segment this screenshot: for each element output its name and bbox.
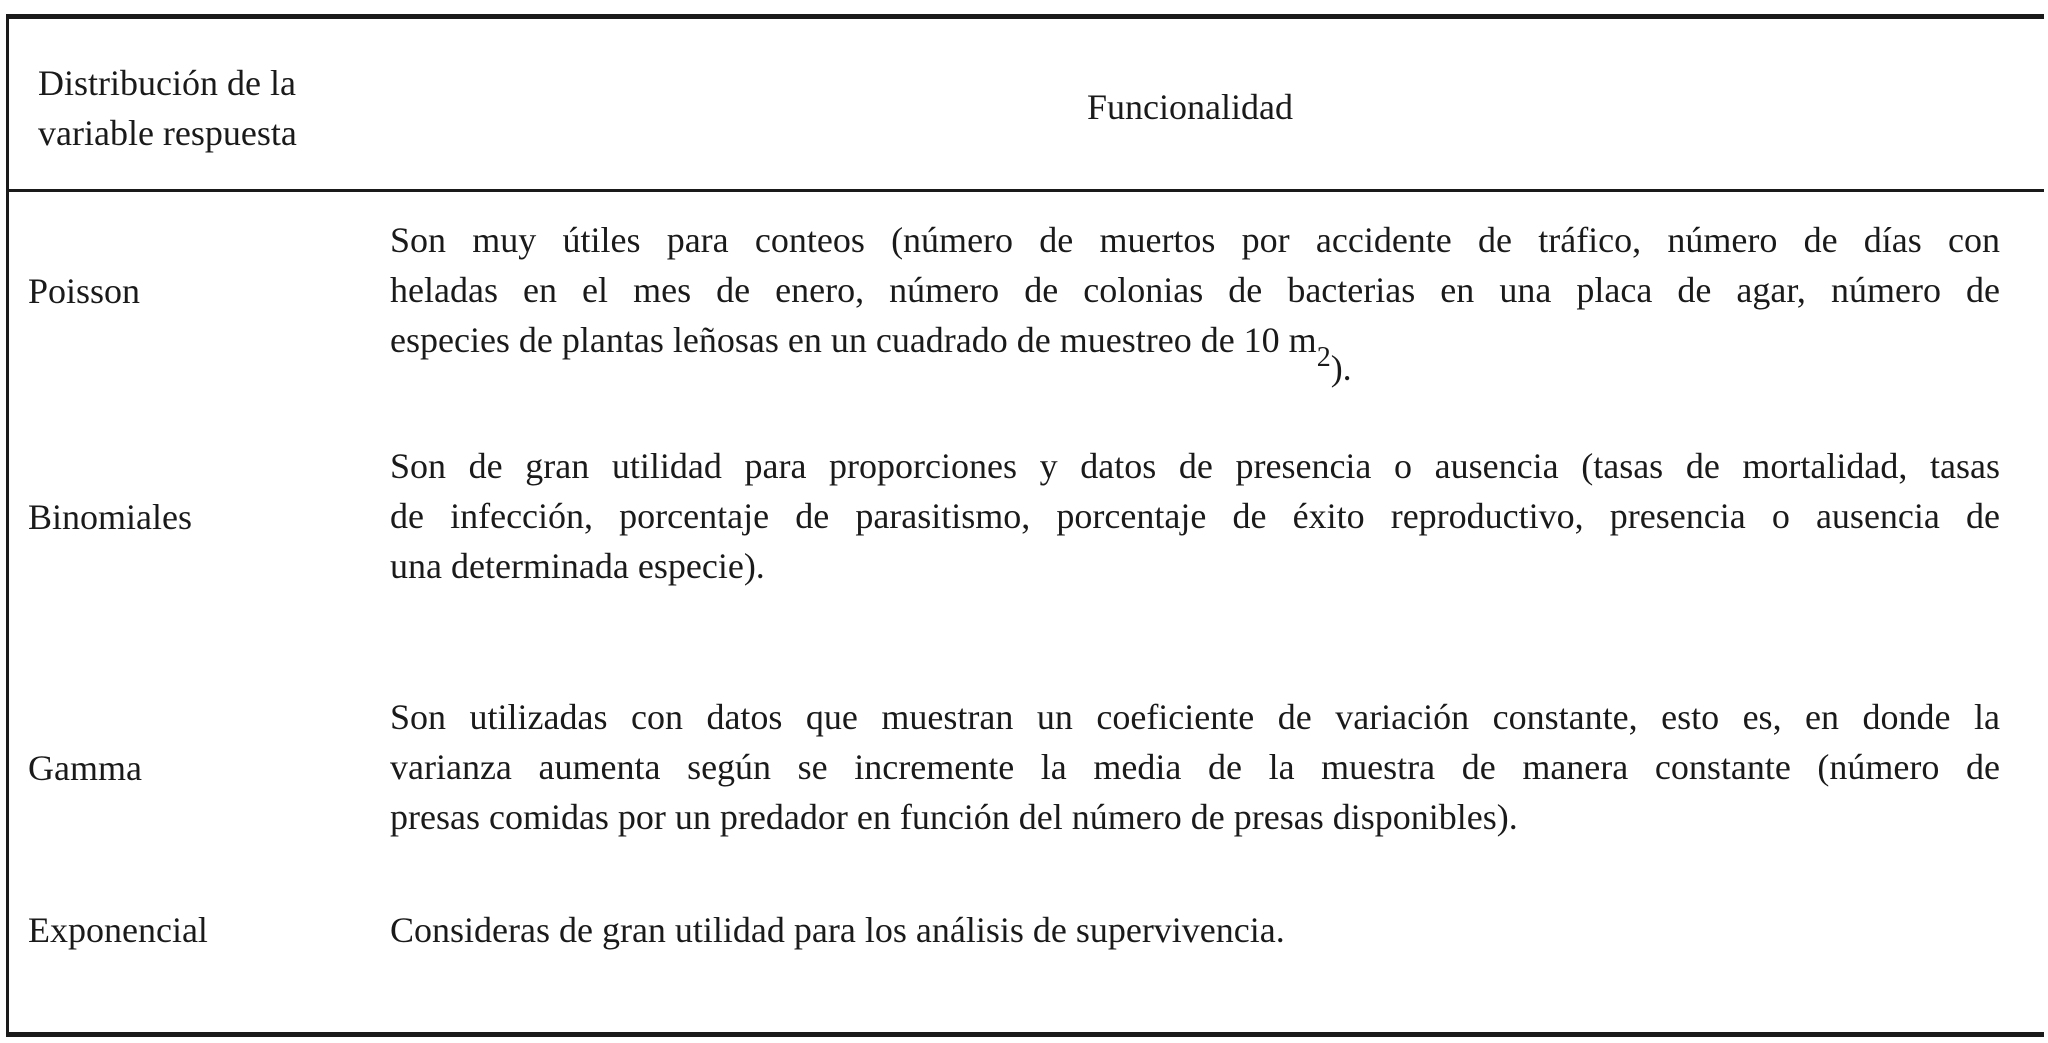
description-line: presas comidas por un predador en función del número de presas disponibles). [390, 797, 1518, 837]
description-line: Son de gran utilidad para proporciones y datos de presencia o ausencia (tasas de mortalidad, tasas [390, 446, 2000, 486]
row-label-gamma: Gamma [28, 748, 142, 788]
row-description-gamma [390, 692, 2000, 842]
description-line: una determinada especie). [390, 546, 765, 586]
description-line-text: especies de plantas leñosas en un cuadrado de muestreo de 10 m [390, 320, 1317, 360]
row-description-binomiales [390, 441, 2000, 591]
closing-text: ). [1330, 348, 1352, 388]
column-header-functionality: Funcionalidad [1087, 87, 1293, 127]
subscript-text: 2 [1316, 342, 1331, 373]
row-label-poisson: Poisson [28, 271, 141, 311]
column-header-distribution [38, 58, 368, 158]
description-line: varianza aumenta según se incremente la media de la muestra de manera constante (número de [390, 747, 2000, 787]
row-label-exponencial: Exponencial [28, 910, 208, 950]
description-line [390, 315, 2000, 388]
description-line: Son utilizadas con datos que muestran un coeficiente de variación constante, esto es, en donde la [390, 697, 2000, 737]
column-header-distribution-line2: variable respuesta [38, 113, 297, 153]
row-label-binomiales: Binomiales [28, 497, 192, 537]
description-line: de infección, porcentaje de parasitismo, porcentaje de éxito reproductivo, presencia o ausencia de [390, 496, 2000, 536]
description-line: heladas en el mes de enero, número de colonias de bacterias en una placa de agar, número de [390, 270, 2000, 310]
row-description-poisson [390, 215, 2000, 388]
column-header-distribution-line1: Distribución de la [38, 63, 296, 103]
row-description-exponencial [390, 905, 2000, 955]
description-line: Son muy útiles para conteos (número de muertos por accidente de tráfico, número de días con [390, 220, 2000, 260]
header-divider [6, 189, 2044, 192]
description-line: Consideras de gran utilidad para los análisis de supervivencia. [390, 910, 1285, 950]
